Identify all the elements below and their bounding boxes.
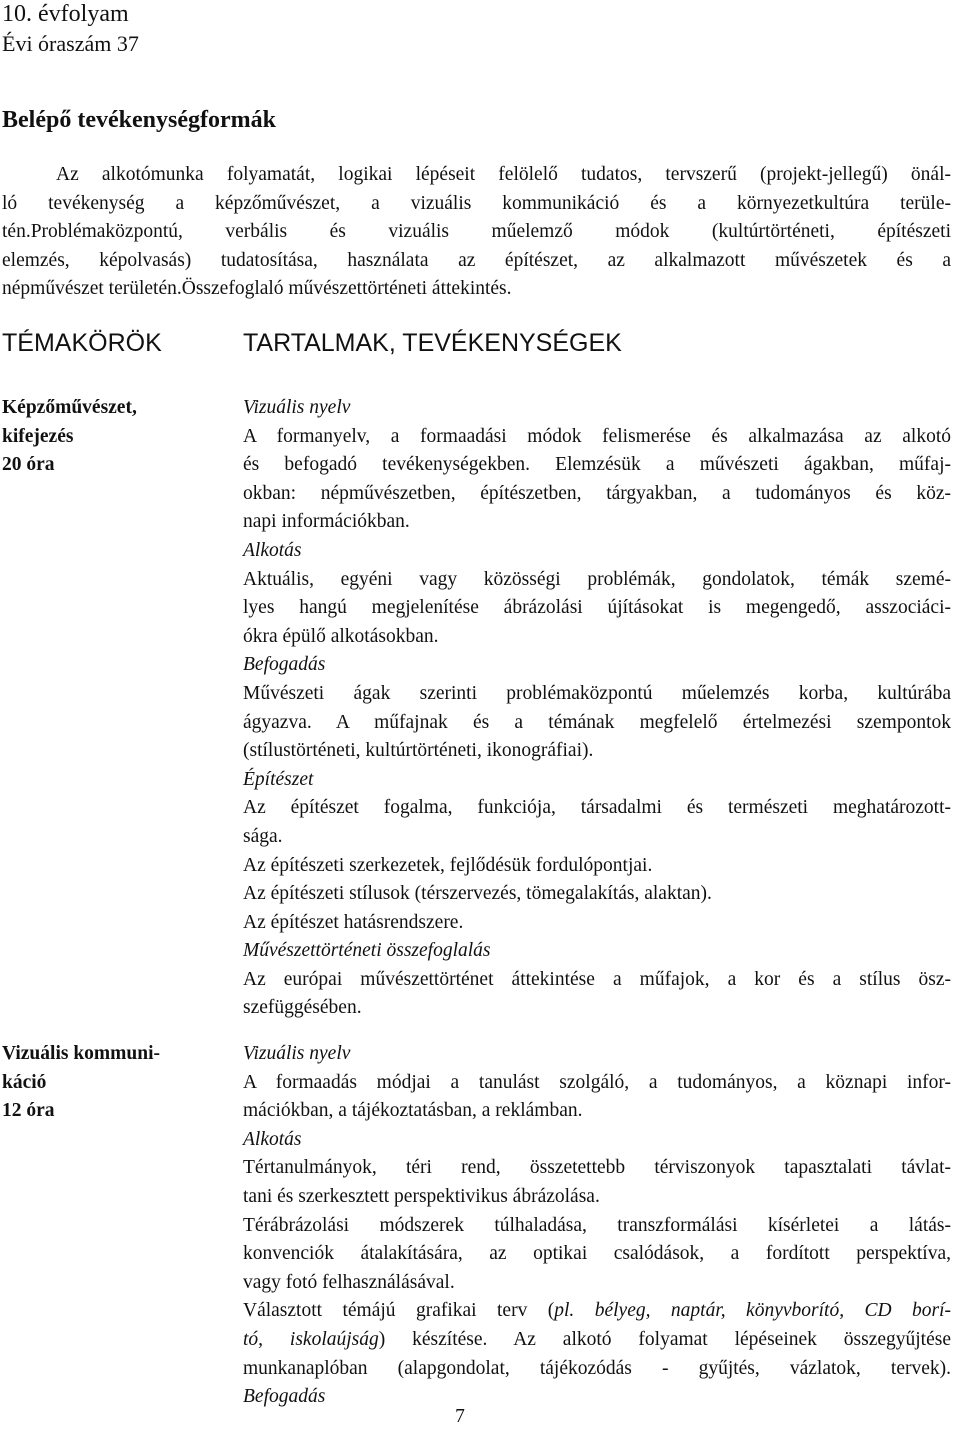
content-line: A formaadás módjai a tanulást szolgáló, a tudományos, a köznapi infor- <box>243 1071 951 1093</box>
subheading: Befogadás <box>243 1386 326 1408</box>
content-line: Térábrázolási módszerek túlhaladása, transzformálási kísérletei a látás- <box>243 1214 951 1236</box>
content-line: okban: népművészetben, építészetben, tárgyakban, a tudományos és köz- <box>243 482 951 504</box>
topic-title-line: Vizuális kommuni- <box>2 1043 161 1064</box>
topic-title-line: kifejezés <box>2 425 74 447</box>
intro-line: tén.Problémaközpontú, verbális és vizuális műelemző módok (kultúrtörténeti, építészeti <box>2 221 951 243</box>
content-line: napi információkban. <box>243 511 410 533</box>
content-line-mixed: tó, iskolaújság) készítése. Az alkotó folyamat lépéseinek összegyűjtése <box>243 1328 951 1350</box>
content-line: sága. <box>243 825 283 847</box>
content-line: Az építészeti stílusok (térszervezés, tömegalakítás, alaktan). <box>243 883 712 905</box>
content-line: szefüggésében. <box>243 997 362 1019</box>
topic-content <box>243 394 951 1023</box>
content-line: (stílustörténeti, kultúrtörténeti, ikonográfiai). <box>243 740 594 762</box>
content-line: Az európai művészettörténet áttekintése a műfajok, a kor és a stílus ösz- <box>243 968 951 990</box>
content-line: lyes hangú megjelenítése ábrázolási újításokat is megengedő, asszociáci- <box>243 597 951 619</box>
topic-title <box>2 1040 227 1126</box>
content-line: ágyazva. A műfajnak és a témának megfelelő értelmezési szempontok <box>243 711 951 733</box>
content-line: A formanyelv, a formaadási módok felismerése és alkalmazása az alkotó <box>243 425 951 447</box>
topic-title-line: káció <box>2 1071 47 1093</box>
italic-example-list: tó, iskolaújság <box>243 1328 379 1350</box>
subheading: Alkotás <box>243 539 302 561</box>
content-line: és befogadó tevékenységekben. Elemzésük a művészeti ágakban, műfaj- <box>243 454 951 476</box>
topic-title-line: Képzőművészet, <box>2 397 137 418</box>
intro-paragraph <box>2 161 951 304</box>
content-line: munkanaplóban (alapgondolat, tájékozódás - gyűjtés, vázlatok, tervek). <box>243 1357 951 1379</box>
column-heading-contents: TARTALMAK, TEVÉKENYSÉGEK <box>243 329 622 357</box>
subheading: Építészet <box>243 768 314 790</box>
subheading: Vizuális nyelv <box>243 1043 351 1064</box>
topic-title <box>2 394 227 480</box>
subheading: Befogadás <box>243 654 326 676</box>
content-line: tani és szerkesztett perspektivikus ábrázolása. <box>243 1185 600 1207</box>
content-line: Tértanulmányok, téri rend, összetettebb térviszonyok tapasztalati távlat- <box>243 1157 951 1179</box>
page-number: 7 <box>455 1406 465 1427</box>
topic-content <box>243 1040 951 1412</box>
content-line: konvenciók átalakítására, az optikai csalódások, a fordított perspektíva, <box>243 1243 951 1265</box>
topic-hours: 20 óra <box>2 454 55 476</box>
grade-heading: 10. évfolyam <box>2 1 129 27</box>
intro-line: népművészet területén.Összefoglaló művészettörténeti áttekintés. <box>2 278 512 300</box>
intro-line: ló tevékenység a képzőművészet, a vizuális kommunikáció és a környezetkultúra terüle- <box>2 192 951 214</box>
subheading: Művészettörténeti összefoglalás <box>243 940 491 962</box>
section-heading: Belépő tevékenységformák <box>2 107 276 133</box>
content-line: vagy fotó felhasználásával. <box>243 1271 455 1293</box>
content-line: Aktuális, egyéni vagy közösségi problémák, gondolatok, témák szemé- <box>243 568 951 590</box>
subheading: Alkotás <box>243 1128 302 1150</box>
content-line: Művészeti ágak szerinti problémaközpontú műelemzés korba, kultúrába <box>243 682 951 704</box>
intro-line: elemzés, képolvasás) tudatosítása, használata az építészet, az alkalmazott művészetek és a <box>2 249 951 271</box>
content-line: ókra épülő alkotásokban. <box>243 625 439 647</box>
content-line: Az építészet fogalma, funkciója, társadalmi és természeti meghatározott- <box>243 797 951 819</box>
topic-hours: 12 óra <box>2 1100 55 1122</box>
annual-hours: Évi óraszám 37 <box>2 31 139 56</box>
subheading: Vizuális nyelv <box>243 397 351 418</box>
italic-example-list: pl. bélyeg, naptár, könyvborító, CD borí- <box>554 1300 951 1322</box>
column-heading-topics: TÉMAKÖRÖK <box>2 329 162 357</box>
content-line: mációkban, a tájékoztatásban, a reklámban. <box>243 1100 583 1122</box>
content-line-mixed: Választott témájú grafikai terv (pl. bélyeg, naptár, könyvborító, CD borí- <box>243 1300 951 1322</box>
content-line: Az építészeti szerkezetek, fejlődésük fordulópontjai. <box>243 854 653 876</box>
content-line: Az építészet hatásrendszere. <box>243 911 464 933</box>
intro-line: Az alkotómunka folyamatát, logikai lépéseit felölelő tudatos, tervszerű (projekt-jellegű) önál- <box>56 164 951 185</box>
